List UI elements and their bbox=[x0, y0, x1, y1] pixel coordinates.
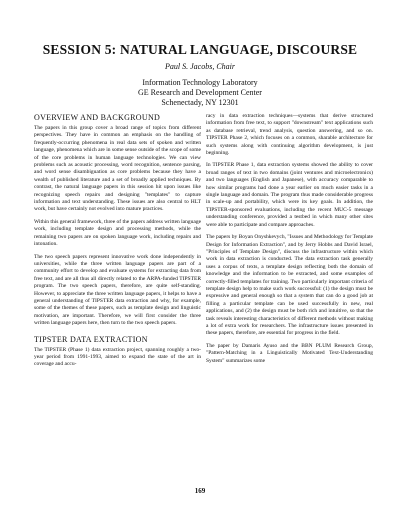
paragraph: In TIPSTER Phase 1, data extraction systems showed the ability to cover broad ranges of text in two domains (joint ventures and microelectronics) and two languages (English and Japanese), with accuracy comparable to how similar programs had done a year earlier on much easier tasks in a single language and domain. The program thus made considerable progress in scale-up and portability, which were its key goals. In addition, the TIPSTER-sponsored evaluations, including the recent MUC-5 message understanding conference, provided a testbed in which many other sites were able to participate and compare approaches. bbox=[206, 162, 373, 228]
paragraph: The TIPSTER (Phase 1) data extraction project, spanning roughly a two-year period from 1991-1993, aimed to expand the state of the art in coverage and accu- bbox=[34, 346, 201, 368]
affiliation-block bbox=[0, 78, 400, 108]
right-column bbox=[206, 113, 373, 370]
affiliation-lab: Information Technology Laboratory bbox=[142, 78, 258, 87]
left-column bbox=[34, 113, 201, 374]
paragraph: racy in data extraction techniques—systems that derive structured information from free text, to support "downstream" text applications such as database retrieval, trend analysis, question answering, and so on. TIPSTER Phase 2, which focuses on a common, sharable architecture for such systems along with continuing algorithm development, is just beginning. bbox=[206, 113, 373, 157]
paragraph: Within this general framework, three of the papers address written language work, including template design and processing methods, while the remaining two papers are on spoken language work, including repairs and intonation. bbox=[34, 218, 202, 248]
affiliation-city: Schenectady, NY 12301 bbox=[161, 98, 239, 107]
section-heading-overview: OVERVIEW AND BACKGROUND bbox=[34, 113, 161, 122]
affiliation-center: GE Research and Development Center bbox=[138, 88, 262, 97]
session-chair: Paul S. Jacobs, Chair bbox=[165, 62, 235, 71]
paragraph: The paper by Damaris Ayuso and the BBN PLUM Research Group, "Pattern-Matching in a Linguistically Motivated Text-Understanding System" summarizes some bbox=[206, 342, 373, 364]
paragraph: The two speech papers represent innovative work done independently in universities, while the three written language papers are part of a community effort to develop and evaluate systems for extracting data from free text, and are all thus all directly related to the ARPA-funded TIPSTER program. The two speech papers, therefore, are quite self-standing. However, to appreciate the three written language papers, it helps to have a general understanding of TIPSTER data extraction and why, for example, some of the themes of these papers, such as template design and linguistic motivation, are important. Therefore, we will first consider the three written language papers here, then turn to the two speech papers. bbox=[34, 253, 201, 327]
page-number: 169 bbox=[194, 487, 206, 495]
session-title: SESSION 5: NATURAL LANGUAGE, DISCOURSE bbox=[42, 42, 358, 57]
paragraph: The papers by Boyan Onyshkevych, "Issues and Methodology for Template Design for Information Extraction", and by Jerry Hobbs and David Israel, "Principles of Template Design", discuss the infrastructure within which work in data extraction is conducted. The data extraction task generally uses a corpus of texts, a template design reflecting both the domain of knowledge and the information to be extracted, and some examples of correctly-filled templates for training. Two particularly important criteria of template design help to make such work successful: (1) the design must be expressive and general enough so that a system that can do a good job at filling a particular template can be used successfully in new, real applications, and (2) the design must be both rich and intuitive, so that the task reveals interesting characteristics of different methods without making a lot of extra work for researchers. The infrastructure issues presented in these papers, therefore, are essential for progress in the field. bbox=[206, 234, 373, 337]
paper-header bbox=[0, 42, 400, 108]
paragraph: The papers in this group cover a broad range of topics from different perspectives. They have in common an emphasis on the handling of frequently-occurring phenomena in real data sets of spoken and written language, phenomena which are in some sense outside of the scope of some of the core problems in human language technologies. We can view problems such as acoustic processing, word recognition, sentence parsing, and word sense disambiguation as core problems because they have a wealth of published literature and a set of broadly applied techniques. By contrast, the natural language papers in this session hit upon issues like recognizing speech repairs and designing "templates" to capture information and text understanding. These issues are also central to HLT work, but have certainly not evolved into mature practices. bbox=[34, 125, 201, 213]
section-heading-tipster: TIPSTER DATA EXTRACTION bbox=[34, 334, 148, 344]
